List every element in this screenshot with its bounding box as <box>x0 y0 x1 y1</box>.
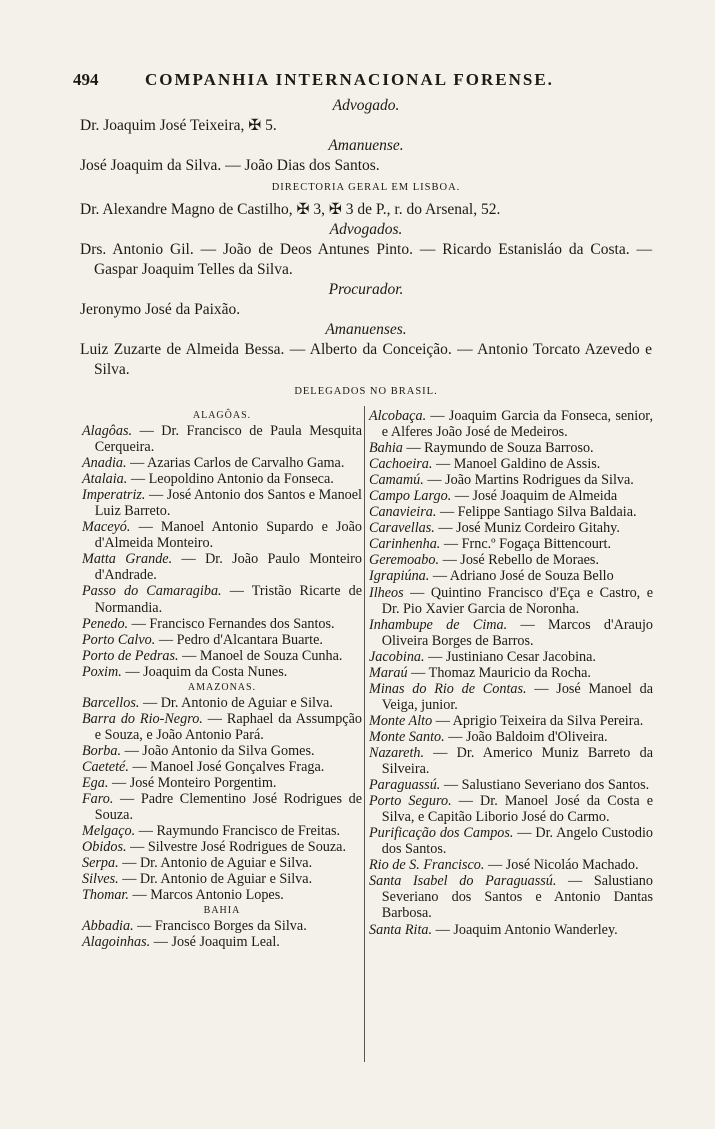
list-item <box>369 793 653 825</box>
top-section <box>80 96 652 404</box>
delegate-names: — Azarias Carlos de Carvalho Gama. <box>126 455 345 472</box>
list-item <box>369 729 653 745</box>
delegate-names: — José Joaquim de Almeida <box>451 488 618 505</box>
delegate-names: — Felippe Santiago Silva Baldaia. <box>436 504 637 521</box>
delegate-names: — Justiniano Cesar Jacobina. <box>424 648 596 665</box>
place-name: Maraú <box>369 664 408 681</box>
place-name: Silves. <box>82 871 119 888</box>
place-name: Rio de S. Francisco. <box>369 857 485 874</box>
place-name: Barra do Rio-Negro. <box>82 710 203 727</box>
place-name: Caravellas. <box>369 520 435 537</box>
delegate-names: — Francisco Borges da Silva. <box>133 918 307 935</box>
delegate-names: — Dr. Francisco de Paula Mesquita Cerqueira. <box>94 423 362 456</box>
delegate-names: — Thomaz Mauricio da Rocha. <box>407 664 591 681</box>
place-name: Nazareth. <box>369 744 425 761</box>
place-name: Santa Isabel do Paraguassú. <box>369 873 557 890</box>
list-item <box>369 681 653 713</box>
place-name: Bahia <box>369 440 403 457</box>
list-item <box>82 583 362 615</box>
list-item <box>82 471 362 487</box>
list-item <box>369 552 653 568</box>
list-item <box>82 934 362 950</box>
delegate-names: — Dr. Manoel José da Costa e Silva, e Capitão Liborio José do Carmo. <box>381 793 654 826</box>
bahia-list <box>82 918 362 950</box>
place-name: Alagôas. <box>82 423 133 439</box>
place-name: Monte Santo. <box>369 728 445 745</box>
delegate-names: — Dr. João Paulo Monteiro d'Andrade. <box>94 551 362 584</box>
delegate-names: — Raymundo de Souza Barroso. <box>402 440 594 457</box>
place-name: Thomar. <box>82 887 129 904</box>
delegate-names: — João Martins Rodrigues da Silva. <box>423 472 634 489</box>
delegate-names: — José Monteiro Porgentim. <box>108 774 277 791</box>
list-item <box>369 568 653 584</box>
list-item <box>82 775 362 791</box>
delegate-names: — Tristão Ricarte de Normandia. <box>94 583 362 616</box>
right-column <box>369 408 653 938</box>
place-name: Camamú. <box>369 472 424 489</box>
list-item <box>82 664 362 680</box>
heading-advogados: Advogados. <box>329 221 403 238</box>
delegate-names: — Dr. Americo Muniz Barreto da Silveira. <box>381 744 653 778</box>
list-item <box>369 825 653 857</box>
place-name: Igrapiúna. <box>369 568 430 585</box>
delegate-names: — José Joaquim Leal. <box>150 934 280 951</box>
delegate-names: — Adriano José de Souza Bello <box>429 568 614 585</box>
column-divider <box>364 406 365 1062</box>
list-item <box>82 743 362 759</box>
delegate-names: — Dr. Antonio de Aguiar e Silva. <box>118 871 313 888</box>
delegate-names: — Leopoldino Antonio da Fonseca. <box>127 471 334 488</box>
delegate-names: — Marcos d'Araujo Oliveira Borges de Barros. <box>381 616 653 649</box>
list-item <box>82 887 362 903</box>
heading-delegados: DELEGADOS NO BRASIL. <box>294 386 438 397</box>
delegate-names: — Joaquim Garcia da Fonseca, senior, e Alferes João José de Medeiros. <box>381 408 653 441</box>
place-name: Porto Seguro. <box>369 793 452 810</box>
delegate-names: — Quintino Francisco d'Eça e Castro, e Dr. Pio Xavier Garcia de Noronha. <box>381 584 653 617</box>
place-name: Matta Grande. <box>82 551 173 568</box>
delegate-names: — João Antonio da Silva Gomes. <box>121 742 315 759</box>
delegate-names: — José Muniz Cordeiro Gitahy. <box>434 520 620 537</box>
page-number: 494 <box>73 70 99 89</box>
place-name: Purificação dos Campos. <box>369 825 514 842</box>
place-name: Alagoinhas. <box>82 934 151 951</box>
list-item <box>369 777 653 793</box>
list-item <box>82 616 362 632</box>
delegate-names: — Francisco Fernandes dos Santos. <box>128 615 335 632</box>
heading-directoria: DIRECTORIA GERAL EM LISBOA. <box>271 182 461 193</box>
place-name: Monte Alto <box>369 712 433 729</box>
para-directoria: Dr. Alexandre Magno de Castilho, ✠ 3, ✠ 3 de P., r. do Arsenal, 52. <box>80 201 501 218</box>
place-name: Inhambupe de Cima. <box>369 616 508 633</box>
place-name: Porto Calvo. <box>82 631 156 648</box>
delegate-names: — Manoel Antonio Supardo e João d'Almeida Monteiro. <box>94 519 362 552</box>
place-name: Serpa. <box>82 855 119 872</box>
delegate-names: — Aprigio Teixeira da Silva Pereira. <box>432 712 644 729</box>
place-name: Anadia. <box>82 455 127 472</box>
list-item <box>369 456 653 472</box>
list-item <box>369 440 653 456</box>
place-name: Ilheos <box>369 584 404 601</box>
list-item <box>82 423 362 455</box>
list-item <box>369 520 653 536</box>
list-item <box>82 871 362 887</box>
place-name: Campo Largo. <box>369 488 452 505</box>
heading-amanuenses: Amanuenses. <box>325 321 407 338</box>
list-item <box>82 551 362 583</box>
place-name: Faro. <box>82 791 114 808</box>
list-item <box>369 472 653 488</box>
amazonas-list <box>82 695 362 904</box>
heading-alagoas: ALAGÔAS. <box>192 410 252 421</box>
list-item <box>82 695 362 711</box>
delegate-names: — Joaquim Antonio Wanderley. <box>432 921 618 938</box>
place-name: Melgaço. <box>82 823 136 840</box>
running-title: COMPANHIA INTERNACIONAL FORENSE. <box>145 70 554 89</box>
list-item <box>82 455 362 471</box>
alagoas-list <box>82 423 362 680</box>
place-name: Santa Rita. <box>369 921 433 938</box>
place-name: Jacobina. <box>369 648 425 665</box>
list-item <box>82 632 362 648</box>
delegate-names: — Padre Clementino José Rodrigues de Souza. <box>94 791 362 824</box>
list-item <box>82 759 362 775</box>
left-column <box>82 408 362 950</box>
para-amanuense: José Joaquim da Silva. — João Dias dos Santos. <box>80 157 380 174</box>
place-name: Maceyó. <box>82 519 131 536</box>
delegate-names: — Raphael da Assumpção e Souza, e João Antonio Pará. <box>94 710 362 743</box>
place-name: Barcellos. <box>82 694 140 711</box>
place-name: Caeteté. <box>82 758 129 775</box>
list-item <box>369 585 653 617</box>
list-item <box>82 839 362 855</box>
list-item <box>82 918 362 934</box>
list-item <box>369 408 653 440</box>
delegate-names: — Dr. Angelo Custodio dos Santos. <box>381 825 653 858</box>
delegate-names: — Silvestre José Rodrigues de Souza. <box>126 839 347 856</box>
place-name: Obidos. <box>82 839 127 856</box>
list-item <box>369 745 653 777</box>
heading-procurador: Procurador. <box>328 281 404 298</box>
para-procurador: Jeronymo José da Paixão. <box>80 301 241 318</box>
delegate-names: — Salustiano Severiano dos Santos e Antonio Dantas Barbosa. <box>381 873 653 922</box>
list-item <box>82 519 362 551</box>
place-name: Porto de Pedras. <box>82 647 179 664</box>
list-item <box>369 488 653 504</box>
delegate-names: — Salustiano Severiano dos Santos. <box>440 777 650 794</box>
delegate-names: — José Antonio dos Santos e Manoel Luiz Barreto. <box>94 487 362 520</box>
list-item <box>369 617 653 649</box>
list-item <box>369 713 653 729</box>
place-name: Geremoabo. <box>369 552 440 569</box>
place-name: Cachoeira. <box>369 456 433 473</box>
para-advogados: Drs. Antonio Gil. — João de Deos Antunes Pinto. — Ricardo Estanisláo da Costa. — Gaspar Joaquim Telles da Silva. <box>80 241 652 278</box>
place-name: Alcobaça. <box>369 408 427 424</box>
heading-amanuense: Amanuense. <box>328 137 404 154</box>
para-amanuenses: Luiz Zuzarte de Almeida Bessa. — Alberto da Conceição. — Antonio Torcato Azevedo e Silva. <box>80 341 652 378</box>
delegate-names: — José Rebello de Moraes. <box>439 552 599 569</box>
list-item <box>369 504 653 520</box>
place-name: Passo do Camaragiba. <box>82 583 222 600</box>
place-name: Atalaia. <box>82 471 128 488</box>
place-name: Ega. <box>82 774 109 791</box>
list-item <box>369 922 653 938</box>
delegate-names: — Dr. Antonio de Aguiar e Silva. <box>118 855 313 872</box>
list-item <box>369 649 653 665</box>
list-item <box>369 536 653 552</box>
delegate-names: — José Manoel da Veiga, junior. <box>381 680 653 713</box>
place-name: Borba. <box>82 742 122 759</box>
list-item <box>82 487 362 519</box>
para-advogado: Dr. Joaquim José Teixeira, ✠ 5. <box>80 117 277 134</box>
bahia-list-continued <box>369 408 653 938</box>
list-item <box>82 855 362 871</box>
list-item <box>82 711 362 743</box>
place-name: Minas do Rio de Contas. <box>369 680 527 697</box>
delegate-names: — Marcos Antonio Lopes. <box>128 887 284 904</box>
list-item <box>82 823 362 839</box>
place-name: Carinhenha. <box>369 536 441 553</box>
heading-amazonas: AMAZONAS. <box>187 681 257 693</box>
place-name: Penedo. <box>82 615 129 632</box>
list-item <box>369 665 653 681</box>
list-item <box>82 791 362 823</box>
delegate-names: — Manoel de Souza Cunha. <box>178 647 343 664</box>
heading-bahia: BAHIA <box>203 905 241 917</box>
list-item <box>82 648 362 664</box>
place-name: Poxim. <box>82 663 122 680</box>
delegate-names: — Manoel José Gonçalves Fraga. <box>128 758 325 775</box>
delegate-names: — Frnc.º Fogaça Bittencourt. <box>440 536 612 553</box>
place-name: Paraguassú. <box>369 777 441 794</box>
delegate-names: — Joaquim da Costa Nunes. <box>121 663 288 680</box>
delegate-names: — Raymundo Francisco de Freitas. <box>135 823 341 840</box>
place-name: Imperatriz. <box>82 487 146 504</box>
heading-advogado: Advogado. <box>332 97 400 114</box>
place-name: Canavieira. <box>369 504 437 521</box>
list-item <box>369 873 653 921</box>
list-item <box>369 857 653 873</box>
delegate-names: — José Nicoláo Machado. <box>484 857 639 874</box>
delegate-names: — Pedro d'Alcantara Buarte. <box>155 631 323 648</box>
delegate-names: — Dr. Antonio de Aguiar e Silva. <box>139 694 333 711</box>
place-name: Abbadia. <box>82 918 134 935</box>
delegate-names: — João Baldoim d'Oliveira. <box>444 728 608 745</box>
delegate-names: — Manoel Galdino de Assis. <box>432 456 601 473</box>
